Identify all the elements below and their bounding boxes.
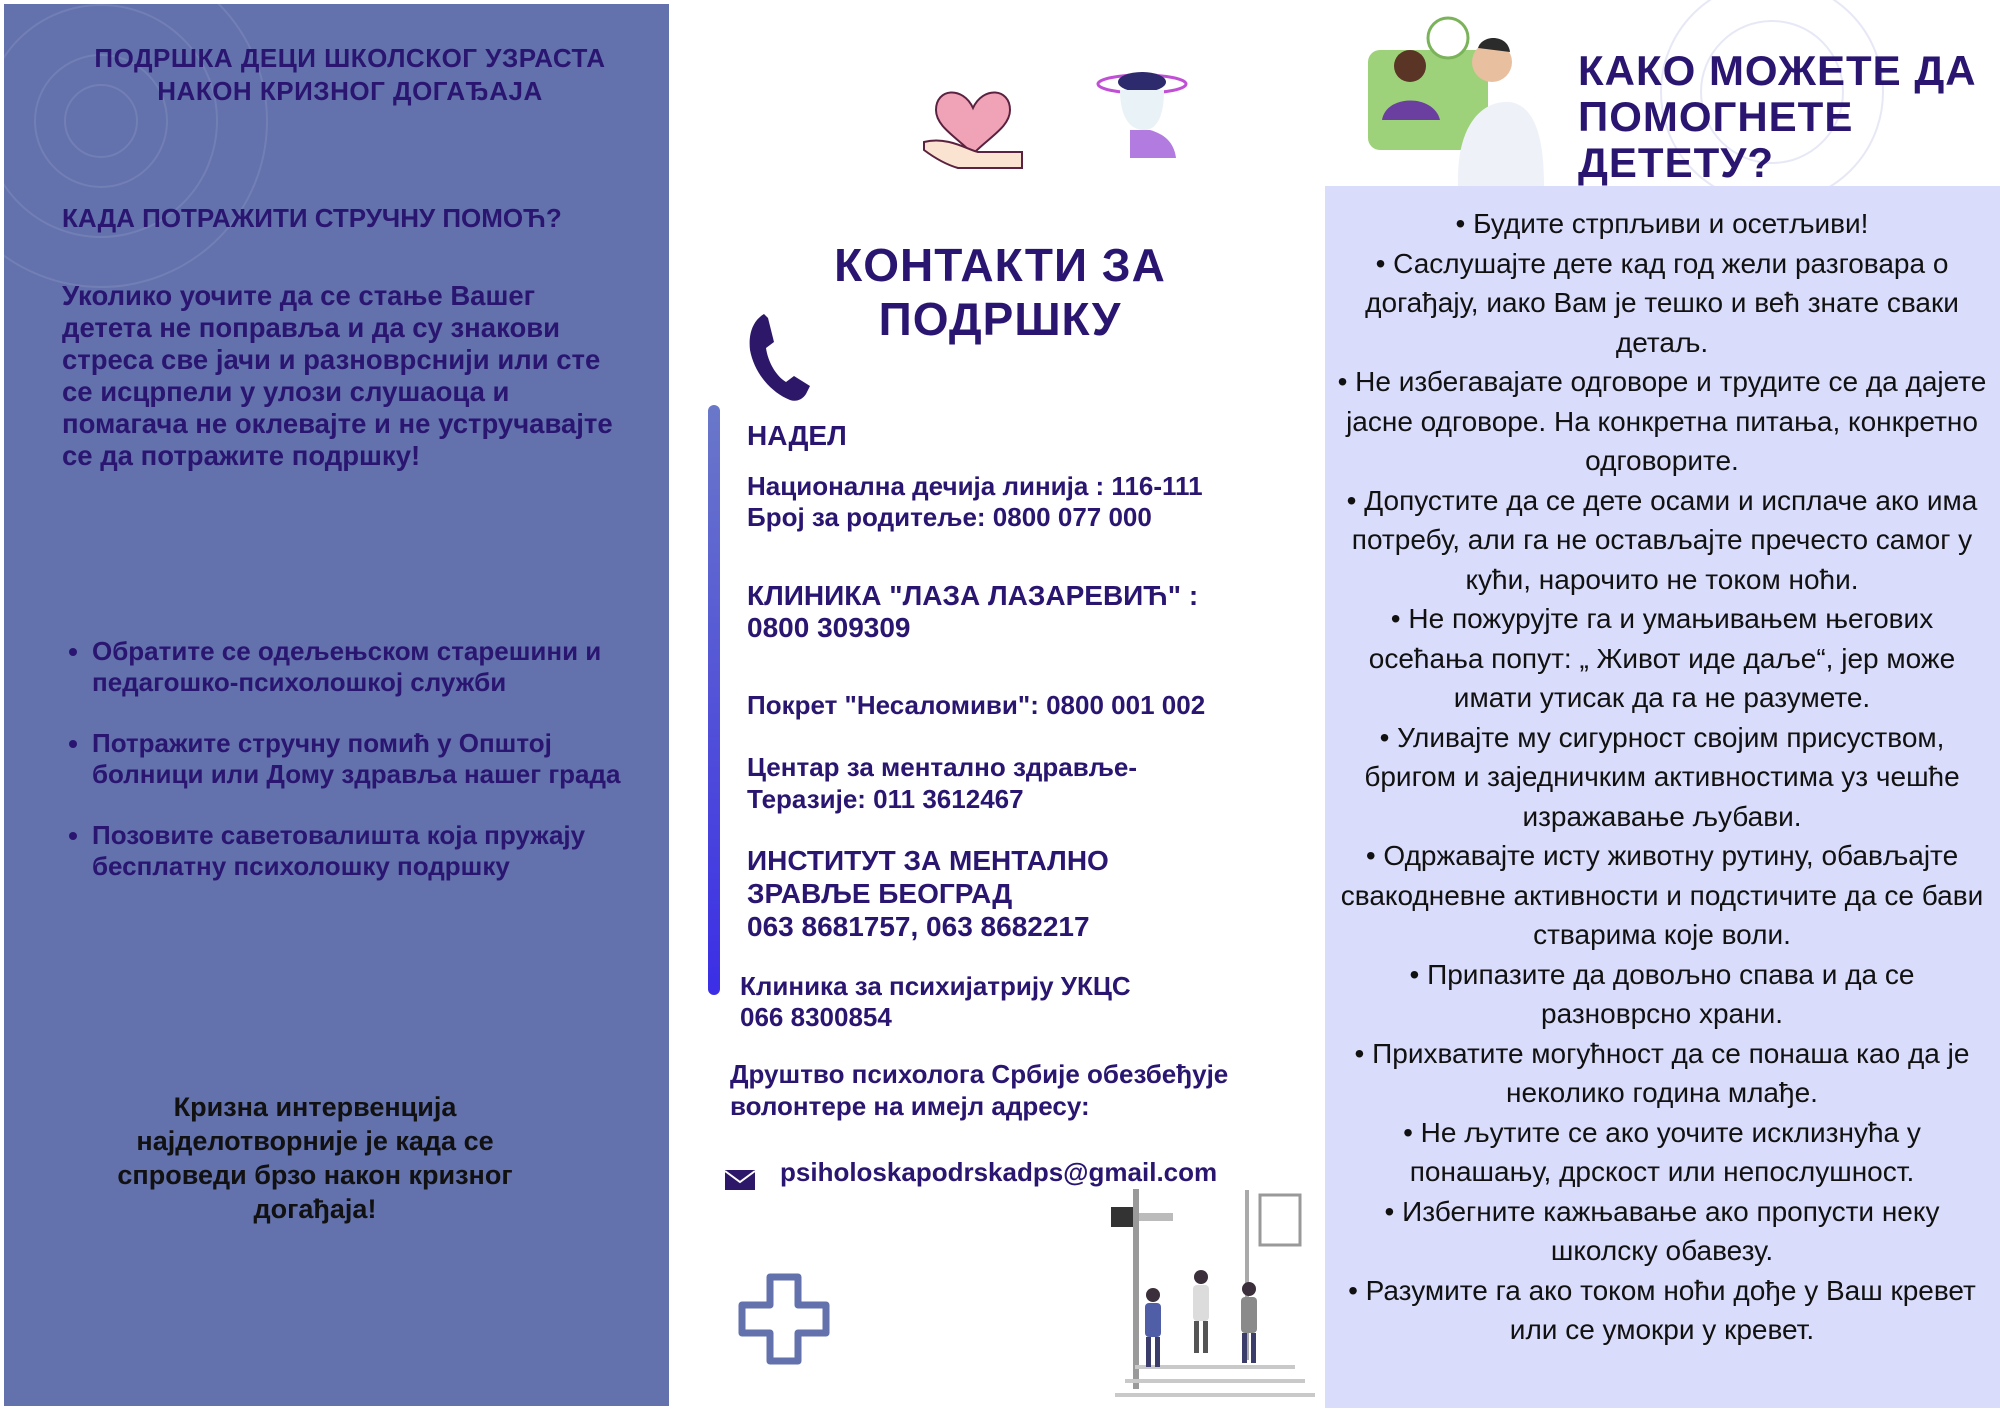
- mind-head-icon: [1094, 68, 1190, 164]
- advice-item: • Одржавајте исту животну рутину, обављајте свакодневне активности и подстичите да се бави стварима које воли.: [1340, 840, 1984, 950]
- advice-title: КАКО МОЖЕТЕ ДА ПОМОГНЕТЕ ДЕТЕТУ?: [1578, 47, 1977, 186]
- email-link[interactable]: psiholoskapodrskadps@gmail.com: [780, 1157, 1218, 1187]
- advice-item: • Саслушајте дете кад год жели разговара о догађају, иако Вам је тешко и већ знате сваки детаљ.: [1365, 247, 1959, 358]
- contacts-accent-bar: [708, 405, 720, 995]
- advice-list: [1332, 204, 1992, 1350]
- advice-item: • Не пожурујте га и умањивањем његових осећања попут: „ Живот иде даље“, јер може имати утисак да га не разумете.: [1368, 603, 1956, 713]
- advice-item: • Уливајте му сигурност својим присуством, бригом и заједничким активностима уз чешће изражавање љубави.: [1364, 721, 1960, 832]
- help-paragraph: Уколико уочите да се стање Вашег детета не поправља и да су знакови стреса све јачи и разноврснији или сте се исцрпели у улози слушаоца и помагача не оклевајте и не устручавајте се да потражите подршку!: [62, 280, 613, 471]
- institute-line: ЗРАВЉЕ БЕОГРАД: [747, 878, 1013, 909]
- advice-item: • Не избегавајате одговоре и трудите се да дајете јасне одговоре. На конкретна питања, конкретно одговорите.: [1337, 366, 1987, 476]
- list-item: • Потражите стручну помић у Општој болници или Дому здравља нашег града: [92, 728, 632, 790]
- list-item: • Позовите саветовалишта која пружају бесплатну психолошку подршку: [92, 820, 632, 882]
- tips-list: [60, 636, 632, 912]
- advice-item: • Допустите да се дете осами и исплаче ако има потребу, али га не остављајте пречесто самог у кући, нарочито не током ноћи.: [1346, 484, 1978, 595]
- psych-clinic-line: 066 8300854: [740, 1002, 892, 1032]
- street-illustration: [1105, 1185, 1325, 1407]
- advice-item: • Разумите га ако током ноћи дође у Ваш кревет или се умокри у кревет.: [1348, 1274, 1976, 1345]
- nadel-heading: НАДЕЛ: [747, 420, 847, 451]
- mail-icon: [724, 1168, 756, 1192]
- society-text: Друштво психолога Србије обезбеђује волонтере на имејл адресу:: [730, 1059, 1229, 1121]
- help-heading: КАДА ПОТРАЖИТИ СТРУЧНУ ПОМОЋ?: [62, 203, 562, 233]
- advice-item: • Припазите да довољно спава и да се разноврсно храни.: [1409, 958, 1915, 1029]
- mental-center-contact: Центар за ментално здравље- Теразије: 011 3612467: [747, 752, 1138, 814]
- contacts-title: КОНТАКТИ ЗА ПОДРШКУ: [834, 239, 1166, 345]
- advice-item: • Будите стрпљиви и осетљиви!: [1455, 208, 1869, 239]
- list-item: • Обратите се одељењском старешини и педагошко-психолошкој служби: [92, 636, 632, 698]
- medical-cross-icon: [738, 1273, 830, 1365]
- advice-item: • Избегните кажњавање ако пропусти неку школску обавезу.: [1384, 1195, 1940, 1266]
- institute-line: ИНСТИТУТ ЗА МЕНТАЛНО: [747, 845, 1109, 876]
- advice-item: • Не љутите се ако уочите исклизнућа у понашању, дрскост или непослушност.: [1403, 1116, 1921, 1187]
- psych-clinic-line: Клиника за психијатрију УКЦС: [740, 971, 1131, 1001]
- phone-icon: [744, 310, 814, 402]
- heart-hand-icon: [918, 72, 1028, 172]
- clinic-laza-contact: КЛИНИКА "ЛАЗА ЛАЗАРЕВИЋ" : 0800 309309: [747, 580, 1199, 643]
- nesalomivi-contact: Покрет "Несаломиви": 0800 001 002: [747, 690, 1206, 720]
- leaflet-title: ПОДРШКА ДЕЦИ ШКОЛСКОГ УЗРАСТА НАКОН КРИЗНОГ ДОГАЂАЈА: [94, 43, 606, 106]
- crisis-note: Кризна интервенција најделотворније је када се спроведи брзо након кризног догађаја!: [117, 1092, 513, 1224]
- institute-phones: 063 8681757, 063 8682217: [747, 911, 1090, 942]
- nadel-line: Број за родитеље: 0800 077 000: [747, 502, 1152, 532]
- advice-item: • Прихватите могућност да се понаша као да је неколико година млађе.: [1354, 1037, 1970, 1108]
- nadel-line: Национална дечија линија : 116-111: [747, 471, 1203, 501]
- counseling-illustration: [1360, 10, 1550, 186]
